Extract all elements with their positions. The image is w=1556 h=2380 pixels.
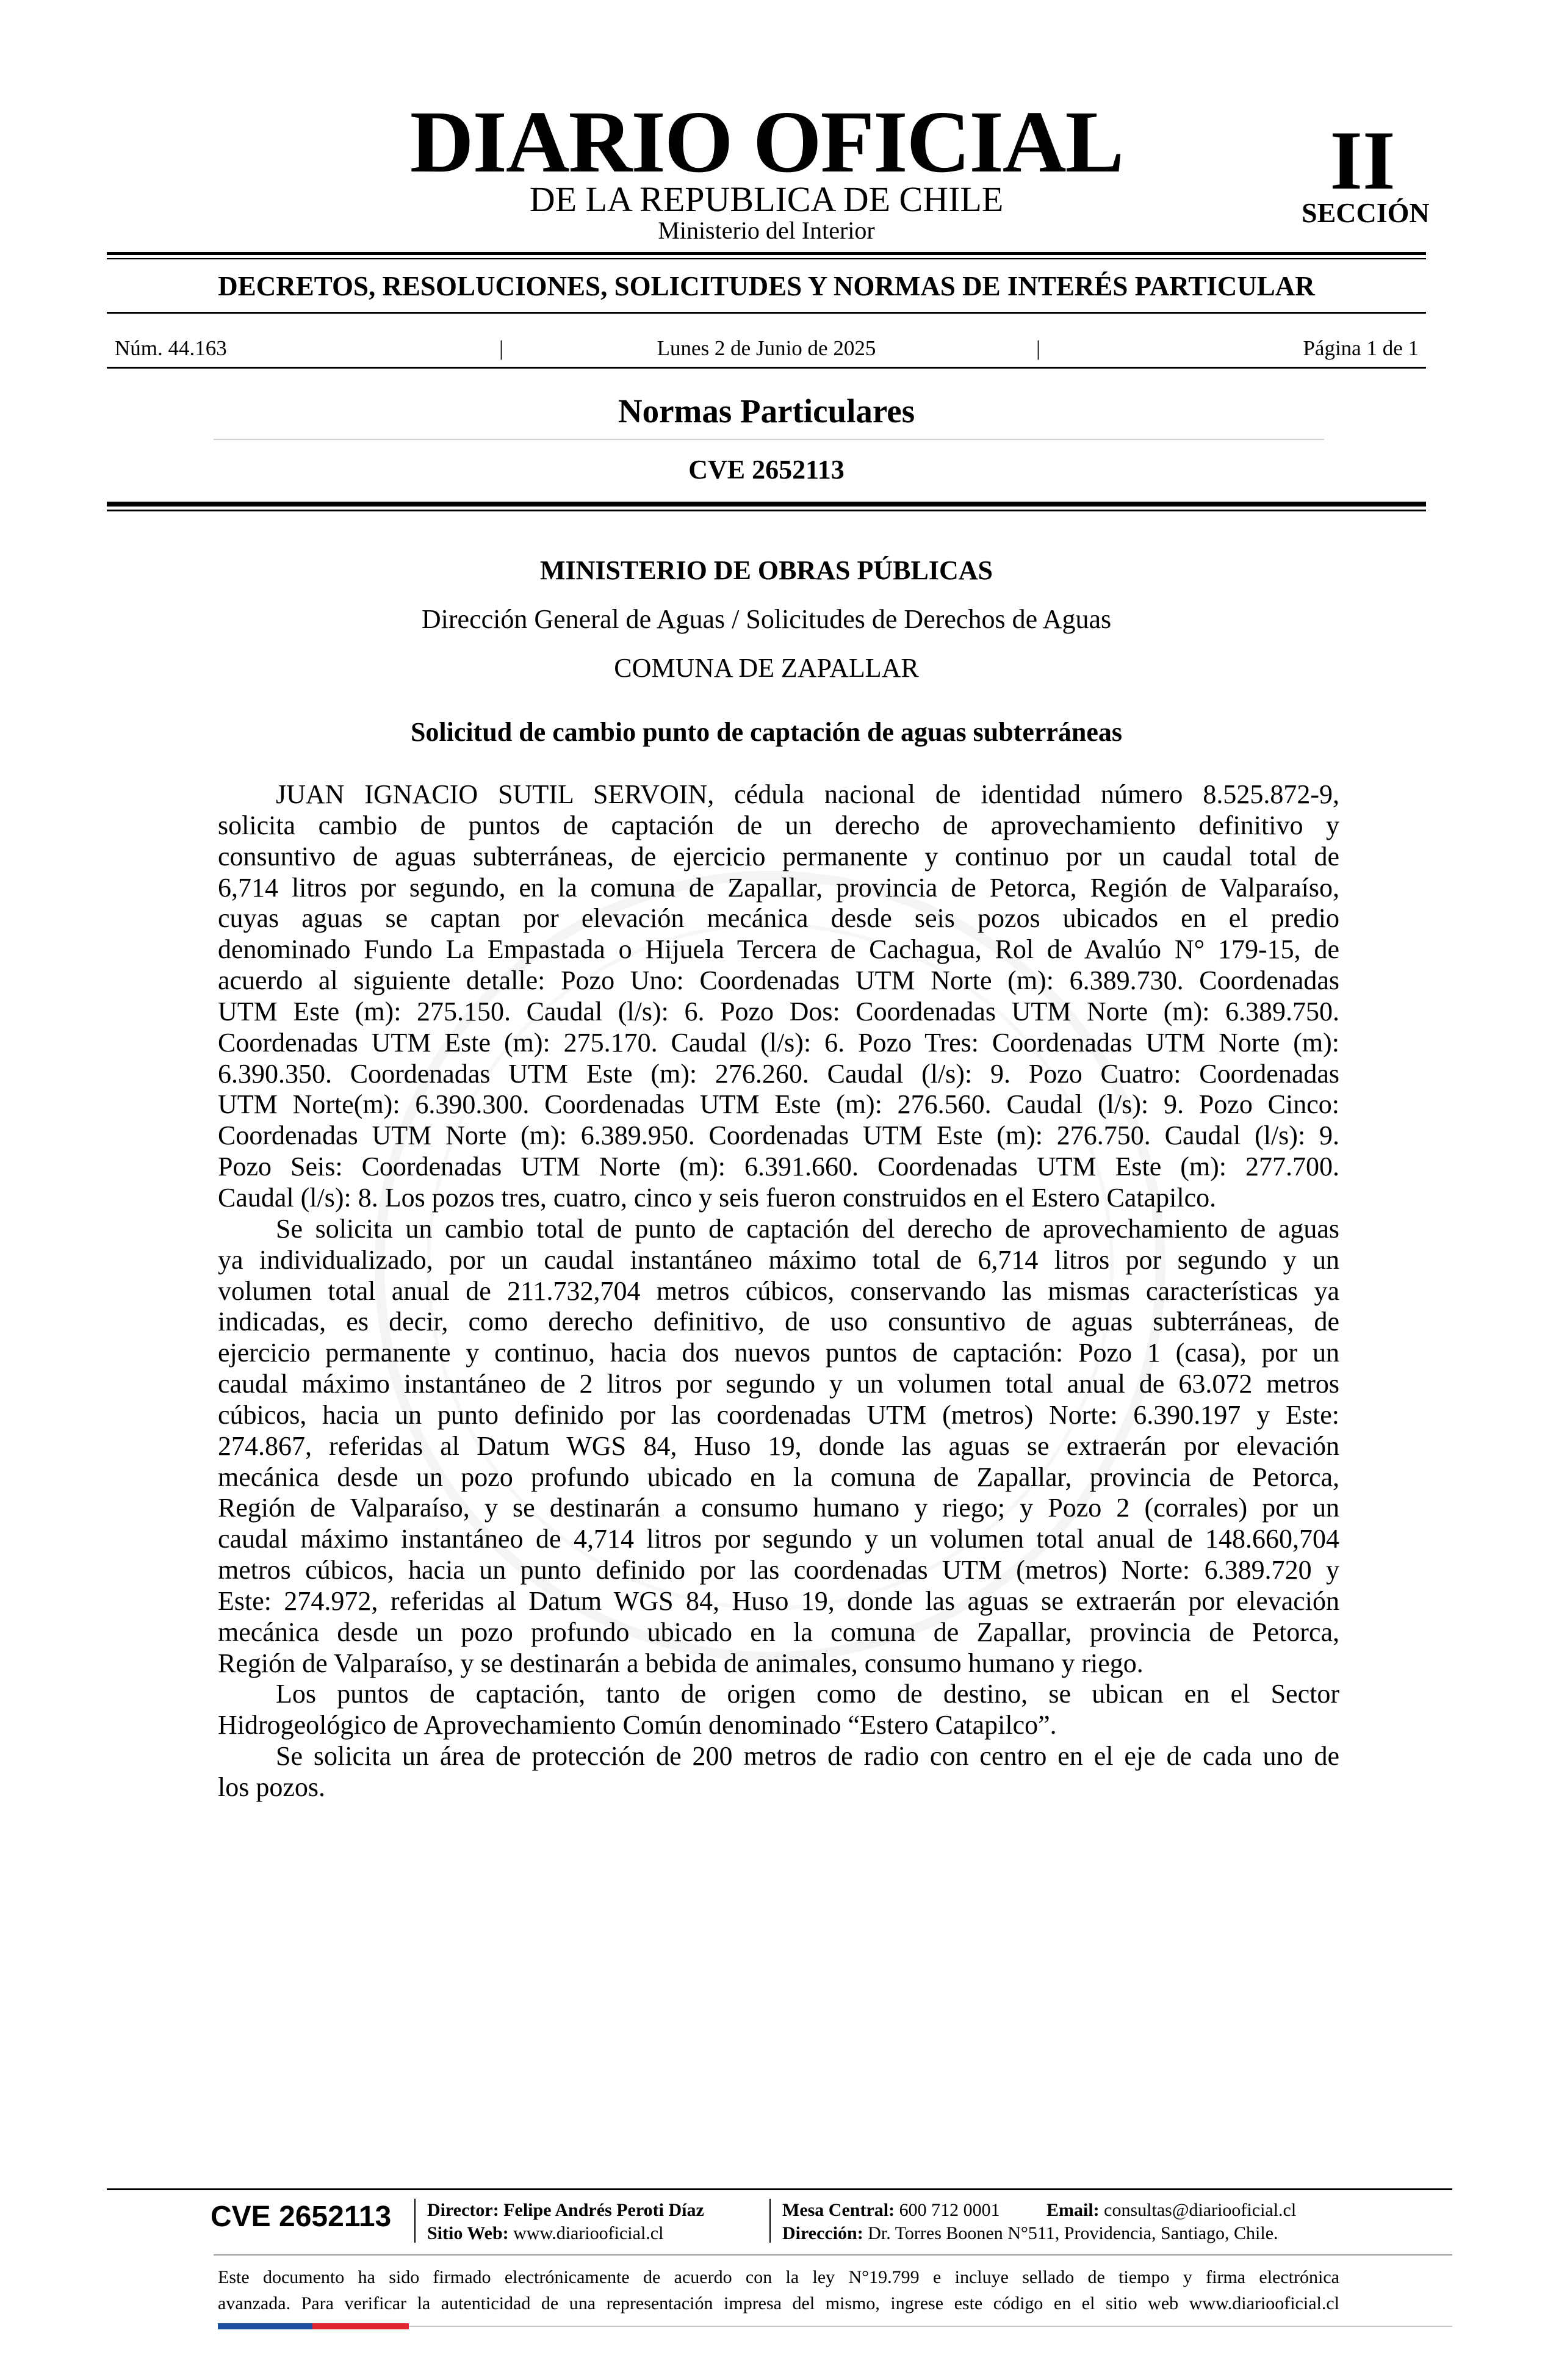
text-line: los pozos. [218,1772,325,1802]
text-line: Los puntos de captación, tanto de origen como de destino, se ubican en el Sector [276,1679,1339,1709]
issue-number: Núm. 44.163 [115,336,227,360]
flag-bar-gray-line [409,2326,1452,2327]
footer-website [427,2224,663,2243]
paragraph [218,1741,1339,1803]
issue-date: Lunes 2 de Junio de 2025 [657,336,876,360]
section-label: SECCIÓN [1302,197,1430,228]
website-url: www.diariooficial.cl [513,2223,664,2243]
section-rule-thin [107,510,1426,511]
text-line: denominado Fundo La Empastada o Hijuela Tercera de Cachagua, Rol de Avalúo N° 179-15, de [218,934,1339,965]
footer-separator [414,2199,416,2243]
category-rule [107,312,1426,314]
text-line: ejercicio permanente y continuo, hacia dos nuevos puntos de captación: Pozo 1 (casa), por un [218,1338,1339,1368]
section-rule-thick [107,502,1426,507]
footer-cve: CVE 2652113 [211,2201,392,2233]
text-line: Región de Valparaíso, y se destinarán a consumo humano y riego; y Pozo 2 (corrales) por un [218,1493,1339,1523]
newspaper-title: DIARIO OFICIAL [409,93,1123,191]
text-line: JUAN IGNACIO SUTIL SERVOIN, cédula nacional de identidad número 8.525.872-9, [276,779,1339,809]
section-title: Normas Particulares [618,392,915,430]
text-line: 6,714 litros por segundo, en la comuna de Zapallar, provincia de Petorca, Región de Valparaíso, [218,872,1339,903]
phone-label: Mesa Central: [782,2200,895,2220]
section-number: II [1330,114,1396,207]
paragraph [218,1214,1339,1679]
text-line: Hidrogeológico de Aprovechamiento Común denominado “Estero Catapilco”. [218,1710,1057,1740]
text-line: Caudal (l/s): 8. Los pozos tres, cuatro, cinco y seis fueron construidos en el Estero Catapilco. [218,1182,1217,1213]
notice-ministry: MINISTERIO DE OBRAS PÚBLICAS [539,555,993,585]
notice-commune: COMUNA DE ZAPALLAR [614,653,919,683]
phone-number: 600 712 0001 [899,2200,1000,2220]
text-line: Coordenadas UTM Este (m): 275.170. Caudal (l/s): 6. Pozo Tres: Coordenadas UTM Norte (m): [218,1027,1339,1058]
issue-separator: | [1036,336,1041,360]
text-line: 274.867, referidas al Datum WGS 84, Huso 19, donde las aguas se extraerán por elevación [218,1430,1339,1461]
issue-separator: | [499,336,504,360]
text-line: UTM Este (m): 275.150. Caudal (l/s): 6. Pozo Dos: Coordenadas UTM Norte (m): 6.389.750. [218,996,1339,1026]
page-count: Página 1 de 1 [1303,336,1419,360]
disclaimer-line: Este documento ha sido firmado electrónicamente de acuerdo con la ley N°19.799 e incluye sellado de tiempo y firma electrónica [218,2267,1339,2287]
category-heading: DECRETOS, RESOLUCIONES, SOLICITUDES Y NORMAS DE INTERÉS PARTICULAR [218,271,1315,301]
text-line: solicita cambio de puntos de captación de un derecho de aprovechamiento definitivo y [218,810,1339,840]
footer-thin-rule [214,2254,1452,2256]
website-label: Sitio Web: [427,2223,509,2243]
issue-rule [107,367,1426,369]
text-line: 6.390.350. Coordenadas UTM Este (m): 276.260. Caudal (l/s): 9. Pozo Cuatro: Coordenadas [218,1058,1339,1089]
masthead-rule-thick [107,252,1426,255]
text-line: Este: 274.972, referidas al Datum WGS 84, Huso 19, donde las aguas se extraerán por elevación [218,1585,1339,1616]
text-line: ya individualizado, por un caudal instantáneo máximo total de 6,714 litros por segundo y un [218,1244,1339,1275]
notice-title: Solicitud de cambio punto de captación de aguas subterráneas [410,717,1123,747]
director-label: Director: [427,2200,499,2220]
notice-body [218,779,1339,1803]
text-line: Pozo Seis: Coordenadas UTM Norte (m): 6.391.660. Coordenadas UTM Este (m): 277.700. [218,1152,1339,1182]
footer-address [782,2224,1278,2243]
text-line: mecánica desde un pozo profundo ubicado en la comuna de Zapallar, provincia de Petorca, [218,1462,1339,1492]
footer-email [1046,2201,1296,2220]
masthead-rule-thin [107,258,1426,259]
text-line: metros cúbicos, hacia un punto definido por las coordenadas UTM (metros) Norte: 6.389.720 y [218,1555,1339,1585]
text-line: caudal máximo instantáneo de 4,714 litros por segundo y un volumen total anual de 148.660,704 [218,1524,1339,1554]
text-line: cuyas aguas se captan por elevación mecánica desde seis pozos ubicados en el predio [218,903,1339,934]
text-line: Se solicita un área de protección de 200 metros de radio con centro en el eje de cada uno de [276,1741,1339,1772]
disclaimer-line: avanzada. Para verificar la autenticidad de una representación impresa del mismo, ingrese este código en el sitio web www.diariooficial.cl [218,2293,1339,2313]
address-text: Dr. Torres Boonen N°511, Providencia, Santiago, Chile. [868,2223,1278,2243]
email-address: consultas@diariooficial.cl [1104,2200,1297,2220]
newspaper-subtitle: DE LA REPUBLICA DE CHILE [529,179,1004,219]
paragraph [218,779,1339,1214]
text-line: Coordenadas UTM Norte (m): 6.389.950. Coordenadas UTM Este (m): 276.750. Caudal (l/s): 9. [218,1120,1339,1151]
text-line: consuntivo de aguas subterráneas, de ejercicio permanente y continuo por un caudal total de [218,841,1339,871]
text-line: volumen total anual de 211.732,704 metros cúbicos, conservando las mismas características ya [218,1275,1339,1306]
flag-bar-blue [218,2323,312,2329]
text-line: mecánica desde un pozo profundo ubicado en la comuna de Zapallar, provincia de Petorca, [218,1617,1339,1647]
signature-disclaimer [218,2265,1339,2317]
text-line: Se solicita un cambio total de punto de captación del derecho de aprovechamiento de aguas [276,1213,1339,1244]
director-name: Felipe Andrés Peroti Díaz [503,2200,704,2220]
text-line: UTM Norte(m): 6.390.300. Coordenadas UTM Este (m): 276.560. Caudal (l/s): 9. Pozo Cinco: [218,1089,1339,1120]
footer-separator [769,2199,771,2243]
flag-bar-red [312,2323,409,2329]
email-label: Email: [1046,2200,1100,2220]
text-line: Región de Valparaíso, y se destinarán a bebida de animales, consumo humano y riego. [218,1648,1144,1678]
section-title-rule [214,439,1324,440]
footer-rule [107,2188,1452,2190]
address-label: Dirección: [782,2223,863,2243]
ministry-line: Ministerio del Interior [658,217,875,244]
text-line: indicadas, es decir, como derecho definitivo, de uso consuntivo de aguas subterráneas, de [218,1307,1339,1337]
text-line: caudal máximo instantáneo de 2 litros por segundo y un volumen total anual de 63.072 metros [218,1369,1339,1399]
footer-director [427,2201,704,2220]
text-line: cúbicos, hacia un punto definido por las coordenadas UTM (metros) Norte: 6.390.197 y Este: [218,1399,1339,1430]
section-cve: CVE 2652113 [688,455,845,485]
paragraph [218,1679,1339,1741]
notice-department: Dirección General de Aguas / Solicitudes de Derechos de Aguas [421,604,1112,634]
text-line: acuerdo al siguiente detalle: Pozo Uno: Coordenadas UTM Norte (m): 6.389.730. Coordenadas [218,965,1339,996]
footer-phone [782,2201,1000,2220]
